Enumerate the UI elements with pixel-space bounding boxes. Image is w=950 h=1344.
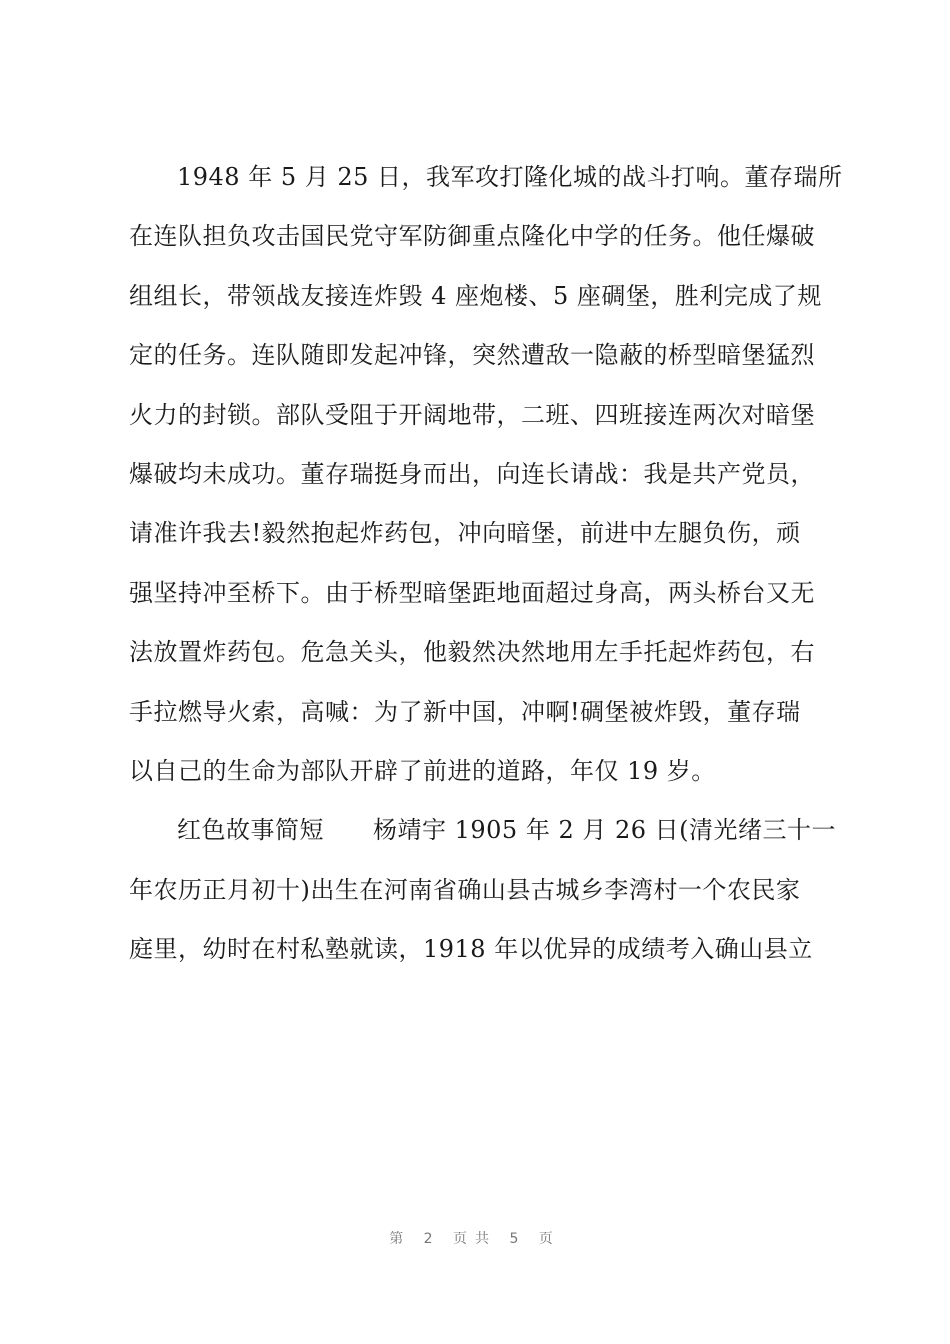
paragraph-line: 在连队担负攻击国民党守军防御重点隆化中学的任务。他任爆破 (129, 222, 815, 251)
paragraph-line: 红色故事简短 杨靖宇 1905 年 2 月 26 日(清光绪三十一 (177, 816, 837, 845)
paragraph-line: 法放置炸药包。危急关头，他毅然决然地用左手托起炸药包，右 (129, 638, 815, 667)
paragraph-line: 手拉燃导火索，高喊：为了新中国，冲啊!碉堡被炸毁，董存瑞 (129, 697, 801, 726)
paragraph-line: 组组长，带领战友接连炸毁 4 座炮楼、5 座碉堡，胜利完成了规 (129, 281, 822, 310)
document-body (129, 148, 849, 979)
paragraph-line: 年农历正月初十)出生在河南省确山县古城乡李湾村一个农民家 (129, 875, 801, 904)
paragraph-line: 定的任务。连队随即发起冲锋，突然遭敌一隐蔽的桥型暗堡猛烈 (129, 341, 815, 370)
paragraph-line: 庭里，幼时在村私塾就读，1918 年以优异的成绩考入确山县立 (129, 935, 813, 964)
page-number-footer: 第 2 页共 5 页 (389, 1231, 561, 1247)
paragraph-line: 强坚持冲至桥下。由于桥型暗堡距地面超过身高，两头桥台又无 (129, 578, 815, 607)
paragraph-line: 1948 年 5 月 25 日，我军攻打隆化城的战斗打响。董存瑞所 (177, 163, 843, 191)
paragraph-line: 请准许我去!毅然抱起炸药包，冲向暗堡，前进中左腿负伤，顽 (129, 519, 801, 548)
paragraph-line: 爆破均未成功。董存瑞挺身而出，向连长请战：我是共产党员， (129, 459, 815, 488)
paragraph-line: 火力的封锁。部队受阻于开阔地带，二班、四班接连两次对暗堡 (129, 400, 815, 429)
paragraph-line: 以自己的生命为部队开辟了前进的道路，年仅 19 岁。 (129, 756, 716, 785)
